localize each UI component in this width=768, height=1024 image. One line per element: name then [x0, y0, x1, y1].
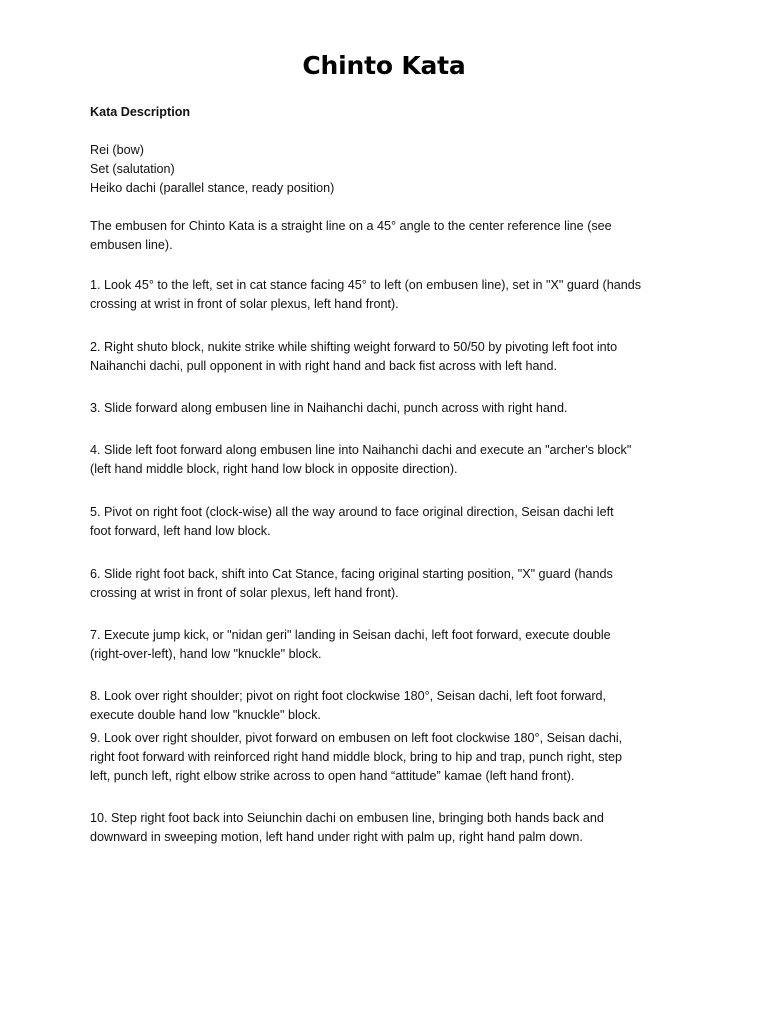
step-line: crossing at wrist in front of solar plexus, left hand front).	[90, 586, 399, 600]
step-line: right foot forward with reinforced right hand middle block, bring to hip and trap, punch right, step	[90, 750, 623, 764]
step-line: 10. Step right foot back into Seiunchin dachi on embusen line, bringing both hands back and	[90, 811, 604, 825]
step-line: foot forward, left hand low block.	[90, 524, 271, 538]
step-line: 2. Right shuto block, nukite strike while shifting weight forward to 50/50 by pivoting left foot into	[90, 340, 618, 354]
step-line: crossing at wrist in front of solar plexus, left hand front).	[90, 297, 399, 311]
step-5	[90, 503, 700, 541]
step-line: execute double hand low "knuckle" block.	[90, 708, 321, 722]
step-line: 6. Slide right foot back, shift into Cat Stance, facing original starting position, "X" guard (hands	[90, 567, 613, 581]
step-3	[90, 399, 700, 418]
intro-line: Set (salutation)	[90, 162, 175, 176]
step-line: left, punch left, right elbow strike across to open hand “attitude” kamae (left hand front).	[90, 769, 575, 783]
step-7	[90, 626, 700, 664]
intro-line: Rei (bow)	[90, 143, 144, 157]
step-line: 4. Slide left foot forward along embusen line into Naihanchi dachi and execute an "archer's block"	[90, 443, 632, 457]
paragraph-line: The embusen for Chinto Kata is a straight line on a 45° angle to the center reference line (see	[90, 219, 612, 233]
step-line: 5. Pivot on right foot (clock-wise) all the way around to face original direction, Seisan dachi left	[90, 505, 614, 519]
paragraph-line: embusen line).	[90, 238, 173, 252]
step-2	[90, 338, 700, 376]
step-line: Naihanchi dachi, pull opponent in with right hand and back fist across with left hand.	[90, 359, 557, 373]
step-line: 3. Slide forward along embusen line in Naihanchi dachi, punch across with right hand.	[90, 401, 568, 415]
step-8	[90, 687, 700, 725]
step-line: (right-over-left), hand low "knuckle" block.	[90, 647, 322, 661]
embusen-paragraph	[90, 217, 700, 255]
intro-paragraph	[90, 141, 700, 198]
document-title: Chinto Kata	[302, 51, 466, 80]
step-line: 9. Look over right shoulder, pivot forward on embusen on left foot clockwise 180°, Seisan dachi,	[90, 731, 623, 745]
step-line: 8. Look over right shoulder; pivot on right foot clockwise 180°, Seisan dachi, left foot forward,	[90, 689, 607, 703]
intro-line: Heiko dachi (parallel stance, ready position)	[90, 181, 335, 195]
step-line: 1. Look 45° to the left, set in cat stance facing 45° to left (on embusen line), set in "X" guard (hands	[90, 278, 642, 292]
section-heading: Kata Description	[90, 105, 191, 119]
step-line: (left hand middle block, right hand low block in opposite direction).	[90, 462, 458, 476]
step-line: downward in sweeping motion, left hand under right with palm up, right hand palm down.	[90, 830, 583, 844]
step-9	[90, 729, 700, 786]
step-6	[90, 565, 700, 603]
step-line: 7. Execute jump kick, or "nidan geri" landing in Seisan dachi, left foot forward, execute double	[90, 628, 611, 642]
step-10	[90, 809, 700, 847]
step-4	[90, 441, 700, 479]
step-1	[90, 276, 700, 314]
